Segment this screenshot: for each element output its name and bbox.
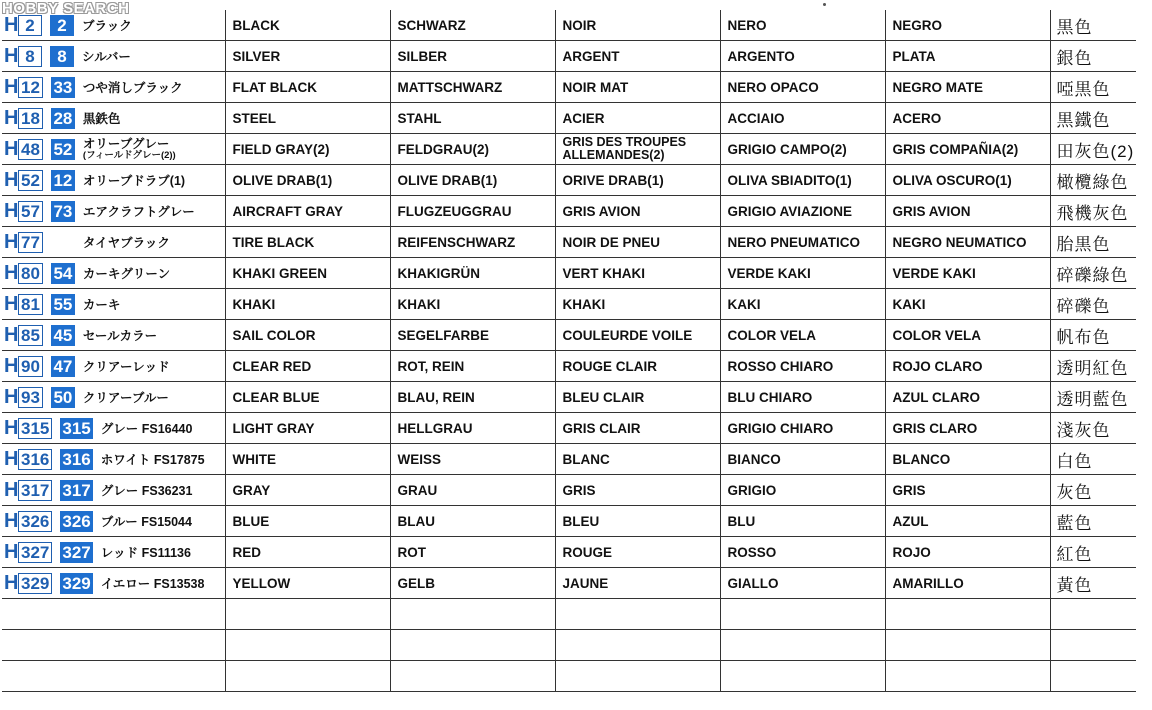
table-row bbox=[2, 382, 1136, 413]
french-name: BLANC bbox=[555, 444, 720, 475]
paint-code-group bbox=[4, 107, 225, 129]
german-name: OLIVE DRAB(1) bbox=[390, 165, 555, 196]
paint-code-cell bbox=[2, 382, 225, 413]
empty-cell bbox=[225, 630, 390, 661]
h-code-number: 326 bbox=[18, 511, 52, 532]
english-name: WHITE bbox=[225, 444, 390, 475]
paint-code-group bbox=[4, 138, 225, 160]
c-code-number: 8 bbox=[50, 46, 74, 67]
german-name: BLAU bbox=[390, 506, 555, 537]
table-row bbox=[2, 475, 1136, 506]
h-prefix-letter: H bbox=[4, 448, 19, 470]
empty-table-row bbox=[2, 630, 1136, 661]
empty-cell bbox=[1050, 661, 1136, 692]
italian-name: GIALLO bbox=[720, 568, 885, 599]
italian-name: GRIGIO bbox=[720, 475, 885, 506]
paint-table-body bbox=[2, 10, 1136, 692]
japanese-name bbox=[83, 138, 176, 161]
h-prefix-letter: H bbox=[4, 107, 19, 129]
h-code-number: 80 bbox=[18, 263, 43, 284]
paint-code-group bbox=[4, 417, 225, 439]
h-code-number: 315 bbox=[18, 418, 52, 439]
c-code-number: 329 bbox=[62, 573, 91, 593]
h-prefix-letter: H bbox=[4, 262, 19, 284]
french-name: GRIS AVION bbox=[555, 196, 720, 227]
chinese-name: 白色 bbox=[1050, 444, 1136, 475]
english-name: LIGHT GRAY bbox=[225, 413, 390, 444]
japanese-name-wrap bbox=[83, 138, 176, 161]
italian-name: OLIVA SBIADITO(1) bbox=[720, 165, 885, 196]
table-row bbox=[2, 506, 1136, 537]
french-name-line2: ALLEMANDES(2) bbox=[562, 148, 665, 162]
spanish-name: KAKI bbox=[885, 289, 1050, 320]
paint-code-group bbox=[4, 479, 225, 501]
spanish-name: ACERO bbox=[885, 103, 1050, 134]
watermark-logo: HOBBY SEARCH bbox=[2, 0, 130, 17]
paint-code-group bbox=[4, 572, 225, 594]
spanish-name: GRIS AVION bbox=[885, 196, 1050, 227]
french-name-cell bbox=[555, 134, 720, 165]
empty-cell bbox=[1050, 599, 1136, 630]
paint-code-cell bbox=[2, 227, 225, 258]
paint-code-group bbox=[4, 76, 225, 98]
h-prefix-letter: H bbox=[4, 200, 19, 222]
german-name: WEISS bbox=[390, 444, 555, 475]
german-name: REIFENSCHWARZ bbox=[390, 227, 555, 258]
german-name: BLAU, REIN bbox=[390, 382, 555, 413]
japanese-name: つや消しブラック bbox=[82, 81, 183, 95]
paint-code-group bbox=[4, 231, 225, 253]
h-prefix-letter: H bbox=[4, 541, 19, 563]
japanese-name: カーキグリーン bbox=[82, 267, 171, 281]
c-code-number: 73 bbox=[51, 201, 75, 222]
paint-code-cell bbox=[2, 475, 225, 506]
paint-code-group bbox=[4, 324, 225, 346]
h-code-number: 329 bbox=[18, 573, 52, 594]
french-name: KHAKI bbox=[555, 289, 720, 320]
japanese-name: ブラック bbox=[82, 19, 132, 33]
italian-name: BLU CHIARO bbox=[720, 382, 885, 413]
japanese-name: レッド FS11136 bbox=[100, 546, 191, 560]
english-name: TIRE BLACK bbox=[225, 227, 390, 258]
chinese-name: 飛機灰色 bbox=[1050, 196, 1136, 227]
spanish-name: GRIS CLARO bbox=[885, 413, 1050, 444]
english-name: BLACK bbox=[225, 10, 390, 41]
italian-name: GRIGIO CAMPO(2) bbox=[720, 134, 885, 165]
h-prefix-letter: H bbox=[4, 138, 19, 160]
german-name: ROT bbox=[390, 537, 555, 568]
chinese-name: 啞黒色 bbox=[1050, 72, 1136, 103]
italian-name: NERO PNEUMATICO bbox=[720, 227, 885, 258]
japanese-name: オリーブグレー bbox=[82, 136, 170, 151]
french-name: JAUNE bbox=[555, 568, 720, 599]
english-name: SILVER bbox=[225, 41, 390, 72]
c-code-number: 315 bbox=[62, 418, 91, 438]
h-prefix-letter: H bbox=[4, 572, 19, 594]
table-row bbox=[2, 289, 1136, 320]
h-code-number: 93 bbox=[18, 387, 43, 408]
french-name: NOIR bbox=[555, 10, 720, 41]
spanish-name: VERDE KAKI bbox=[885, 258, 1050, 289]
english-name: GRAY bbox=[225, 475, 390, 506]
spanish-name: GRIS COMPAÑIA(2) bbox=[885, 134, 1050, 165]
chinese-name: 藍色 bbox=[1050, 506, 1136, 537]
german-name: KHAKIGRÜN bbox=[390, 258, 555, 289]
table-row bbox=[2, 10, 1136, 41]
chinese-name: 淺灰色 bbox=[1050, 413, 1136, 444]
spanish-name: COLOR VELA bbox=[885, 320, 1050, 351]
chinese-name: 透明紅色 bbox=[1050, 351, 1136, 382]
french-name: BLEU bbox=[555, 506, 720, 537]
table-row bbox=[2, 72, 1136, 103]
german-name: SCHWARZ bbox=[390, 10, 555, 41]
japanese-name: セールカラー bbox=[82, 329, 158, 343]
italian-name: BIANCO bbox=[720, 444, 885, 475]
empty-cell bbox=[2, 599, 225, 630]
english-name: FLAT BLACK bbox=[225, 72, 390, 103]
table-row bbox=[2, 103, 1136, 134]
german-name: STAHL bbox=[390, 103, 555, 134]
table-row bbox=[2, 444, 1136, 475]
c-code-number: 47 bbox=[51, 356, 75, 377]
german-name: FELDGRAU(2) bbox=[390, 134, 555, 165]
c-code-number: 316 bbox=[62, 449, 91, 469]
italian-name: GRIGIO AVIAZIONE bbox=[720, 196, 885, 227]
english-name: AIRCRAFT GRAY bbox=[225, 196, 390, 227]
paint-code-cell bbox=[2, 196, 225, 227]
h-prefix-letter: H bbox=[4, 293, 19, 315]
german-name: HELLGRAU bbox=[390, 413, 555, 444]
empty-cell bbox=[225, 661, 390, 692]
italian-name: ACCIAIO bbox=[720, 103, 885, 134]
empty-cell bbox=[720, 630, 885, 661]
table-row bbox=[2, 320, 1136, 351]
french-name: ORIVE DRAB(1) bbox=[555, 165, 720, 196]
paint-code-cell bbox=[2, 537, 225, 568]
paint-code-cell bbox=[2, 289, 225, 320]
japanese-name: ブルー FS15044 bbox=[100, 515, 192, 529]
paint-code-group bbox=[4, 45, 225, 67]
spanish-name: AZUL CLARO bbox=[885, 382, 1050, 413]
paint-code-cell bbox=[2, 444, 225, 475]
table-row bbox=[2, 351, 1136, 382]
french-name: ROUGE CLAIR bbox=[555, 351, 720, 382]
english-name: RED bbox=[225, 537, 390, 568]
german-name: GELB bbox=[390, 568, 555, 599]
c-code-number: 45 bbox=[51, 325, 75, 346]
english-name: OLIVE DRAB(1) bbox=[225, 165, 390, 196]
c-code-number: 317 bbox=[62, 480, 91, 500]
spanish-name: NEGRO MATE bbox=[885, 72, 1050, 103]
c-code-number: 28 bbox=[51, 108, 75, 129]
paint-code-cell bbox=[2, 351, 225, 382]
english-name: STEEL bbox=[225, 103, 390, 134]
h-code-number: 90 bbox=[18, 356, 43, 377]
german-name: MATTSCHWARZ bbox=[390, 72, 555, 103]
h-prefix-letter: H bbox=[4, 510, 19, 532]
french-name: NOIR MAT bbox=[555, 72, 720, 103]
empty-cell bbox=[390, 599, 555, 630]
paint-code-cell bbox=[2, 258, 225, 289]
c-code-number: 55 bbox=[51, 294, 75, 315]
paint-code-group bbox=[4, 14, 225, 36]
japanese-name: オリーブドラブ(1) bbox=[82, 174, 186, 188]
japanese-name: シルバー bbox=[82, 50, 131, 64]
h-code-number: 85 bbox=[18, 325, 43, 346]
french-name: VERT KHAKI bbox=[555, 258, 720, 289]
paint-code-cell bbox=[2, 134, 225, 165]
empty-cell bbox=[555, 661, 720, 692]
spanish-name: AZUL bbox=[885, 506, 1050, 537]
h-prefix-letter: H bbox=[4, 355, 19, 377]
chinese-name: 黃色 bbox=[1050, 568, 1136, 599]
h-code-number: 316 bbox=[18, 449, 52, 470]
empty-cell bbox=[885, 630, 1050, 661]
c-code-number: 326 bbox=[62, 511, 91, 531]
empty-cell bbox=[2, 661, 225, 692]
japanese-name: グレー FS36231 bbox=[100, 484, 193, 498]
italian-name: ROSSO CHIARO bbox=[720, 351, 885, 382]
table-row bbox=[2, 41, 1136, 72]
japanese-name: グレー FS16440 bbox=[100, 422, 193, 436]
paint-color-table bbox=[2, 10, 1136, 692]
empty-cell bbox=[225, 599, 390, 630]
h-prefix-letter: H bbox=[4, 479, 19, 501]
german-name: SILBER bbox=[390, 41, 555, 72]
french-name: GRIS bbox=[555, 475, 720, 506]
paint-code-group bbox=[4, 200, 225, 222]
chinese-name: 灰色 bbox=[1050, 475, 1136, 506]
paint-code-cell bbox=[2, 568, 225, 599]
german-name: KHAKI bbox=[390, 289, 555, 320]
japanese-name: カーキ bbox=[82, 298, 121, 312]
german-name: SEGELFARBE bbox=[390, 320, 555, 351]
paint-code-group bbox=[4, 510, 225, 532]
h-code-number: 18 bbox=[18, 108, 43, 129]
paint-code-group bbox=[4, 541, 225, 563]
paint-code-cell bbox=[2, 165, 225, 196]
spanish-name: NEGRO bbox=[885, 10, 1050, 41]
paint-code-group bbox=[4, 355, 225, 377]
italian-name: BLU bbox=[720, 506, 885, 537]
japanese-name: クリアーレッド bbox=[82, 360, 170, 374]
empty-table-row bbox=[2, 661, 1136, 692]
c-code-number: 2 bbox=[50, 15, 74, 36]
chinese-name: 紅色 bbox=[1050, 537, 1136, 568]
empty-cell bbox=[885, 599, 1050, 630]
japanese-name: イエロー FS13538 bbox=[100, 577, 205, 591]
c-code-number: 52 bbox=[51, 139, 75, 160]
chinese-name: 黒鐵色 bbox=[1050, 103, 1136, 134]
table-row bbox=[2, 134, 1136, 165]
french-name: ROUGE bbox=[555, 537, 720, 568]
paint-code-group bbox=[4, 448, 225, 470]
h-code-number: 52 bbox=[18, 170, 43, 191]
paint-code-cell bbox=[2, 72, 225, 103]
chinese-name: 田灰色(2) bbox=[1050, 134, 1136, 165]
table-row bbox=[2, 258, 1136, 289]
paint-code-cell bbox=[2, 413, 225, 444]
spanish-name: ROJO bbox=[885, 537, 1050, 568]
spanish-name: AMARILLO bbox=[885, 568, 1050, 599]
french-name: ACIER bbox=[555, 103, 720, 134]
chinese-name: 透明藍色 bbox=[1050, 382, 1136, 413]
c-code-number: 33 bbox=[51, 77, 75, 98]
italian-name: GRIGIO CHIARO bbox=[720, 413, 885, 444]
english-name: YELLOW bbox=[225, 568, 390, 599]
empty-cell bbox=[1050, 630, 1136, 661]
h-code-number: 2 bbox=[18, 15, 42, 36]
paint-code-cell bbox=[2, 506, 225, 537]
h-prefix-letter: H bbox=[4, 417, 19, 439]
table-row bbox=[2, 196, 1136, 227]
italian-name: COLOR VELA bbox=[720, 320, 885, 351]
french-name: ARGENT bbox=[555, 41, 720, 72]
empty-cell bbox=[720, 661, 885, 692]
japanese-name: エアクラフトグレー bbox=[82, 205, 195, 219]
paint-code-group bbox=[4, 169, 225, 191]
italian-name: ROSSO bbox=[720, 537, 885, 568]
h-code-number: 327 bbox=[18, 542, 52, 563]
french-name: GRIS CLAIR bbox=[555, 413, 720, 444]
empty-cell bbox=[720, 599, 885, 630]
c-code-number: 50 bbox=[51, 387, 75, 408]
h-code-number: 317 bbox=[18, 480, 52, 501]
english-name: SAIL COLOR bbox=[225, 320, 390, 351]
empty-table-row bbox=[2, 599, 1136, 630]
paint-code-group bbox=[4, 386, 225, 408]
chinese-name: 碎礫綠色 bbox=[1050, 258, 1136, 289]
japanese-name: クリアーブルー bbox=[82, 391, 169, 405]
table-row bbox=[2, 165, 1136, 196]
english-name: CLEAR BLUE bbox=[225, 382, 390, 413]
japanese-subname: (フィールドグレー(2)) bbox=[82, 149, 176, 161]
paint-code-group bbox=[4, 262, 225, 284]
german-name: FLUGZEUGGRAU bbox=[390, 196, 555, 227]
german-name: GRAU bbox=[390, 475, 555, 506]
h-prefix-letter: H bbox=[4, 45, 19, 67]
japanese-name: ホワイト FS17875 bbox=[100, 453, 205, 467]
h-prefix-letter: H bbox=[4, 76, 19, 98]
h-code-number: 8 bbox=[18, 46, 42, 67]
c-code-number: 54 bbox=[51, 263, 75, 284]
german-name: ROT, REIN bbox=[390, 351, 555, 382]
h-prefix-letter: H bbox=[4, 324, 19, 346]
italian-name: NERO OPACO bbox=[720, 72, 885, 103]
english-name: FIELD GRAY(2) bbox=[225, 134, 390, 165]
empty-cell bbox=[885, 661, 1050, 692]
h-prefix-letter: H bbox=[4, 386, 19, 408]
chinese-name: 銀色 bbox=[1050, 41, 1136, 72]
paint-code-group bbox=[4, 293, 225, 315]
chinese-name: 橄欖綠色 bbox=[1050, 165, 1136, 196]
spanish-name: GRIS bbox=[885, 475, 1050, 506]
h-prefix-letter: H bbox=[4, 231, 19, 253]
french-name: GRIS DES TROUPES bbox=[562, 135, 687, 149]
spanish-name: BLANCO bbox=[885, 444, 1050, 475]
h-code-number: 77 bbox=[18, 232, 43, 253]
french-name: BLEU CLAIR bbox=[555, 382, 720, 413]
h-prefix-letter: H bbox=[4, 169, 19, 191]
empty-cell bbox=[390, 661, 555, 692]
paint-code-cell bbox=[2, 41, 225, 72]
chinese-name: 帆布色 bbox=[1050, 320, 1136, 351]
c-code-number: 12 bbox=[51, 170, 75, 191]
table-row bbox=[2, 537, 1136, 568]
english-name: CLEAR RED bbox=[225, 351, 390, 382]
paint-code-cell bbox=[2, 320, 225, 351]
chinese-name: 胎黒色 bbox=[1050, 227, 1136, 258]
english-name: KHAKI bbox=[225, 289, 390, 320]
chinese-name: 黒色 bbox=[1050, 10, 1136, 41]
h-code-number: 48 bbox=[18, 139, 43, 160]
italian-name: KAKI bbox=[720, 289, 885, 320]
empty-cell bbox=[390, 630, 555, 661]
chinese-name: 碎礫色 bbox=[1050, 289, 1136, 320]
italian-name: VERDE KAKI bbox=[720, 258, 885, 289]
japanese-name: タイヤブラック bbox=[82, 236, 170, 250]
french-name: NOIR DE PNEU bbox=[555, 227, 720, 258]
spanish-name: NEGRO NEUMATICO bbox=[885, 227, 1050, 258]
empty-cell bbox=[555, 599, 720, 630]
italian-name: NERO bbox=[720, 10, 885, 41]
spanish-name: ROJO CLARO bbox=[885, 351, 1050, 382]
empty-cell bbox=[2, 630, 225, 661]
italian-name: ARGENTO bbox=[720, 41, 885, 72]
paint-code-cell bbox=[2, 103, 225, 134]
h-prefix-letter: H bbox=[4, 14, 19, 36]
spanish-name: PLATA bbox=[885, 41, 1050, 72]
japanese-name: 黒鉄色 bbox=[82, 112, 121, 126]
h-code-number: 81 bbox=[18, 294, 43, 315]
ink-dot bbox=[823, 3, 826, 6]
spanish-name: OLIVA OSCURO(1) bbox=[885, 165, 1050, 196]
h-code-number: 12 bbox=[18, 77, 43, 98]
english-name: BLUE bbox=[225, 506, 390, 537]
english-name: KHAKI GREEN bbox=[225, 258, 390, 289]
c-code-number: 327 bbox=[62, 542, 91, 562]
french-name: COULEURDE VOILE bbox=[555, 320, 720, 351]
table-row bbox=[2, 227, 1136, 258]
empty-cell bbox=[555, 630, 720, 661]
h-code-number: 57 bbox=[18, 201, 43, 222]
table-row bbox=[2, 568, 1136, 599]
table-row bbox=[2, 413, 1136, 444]
